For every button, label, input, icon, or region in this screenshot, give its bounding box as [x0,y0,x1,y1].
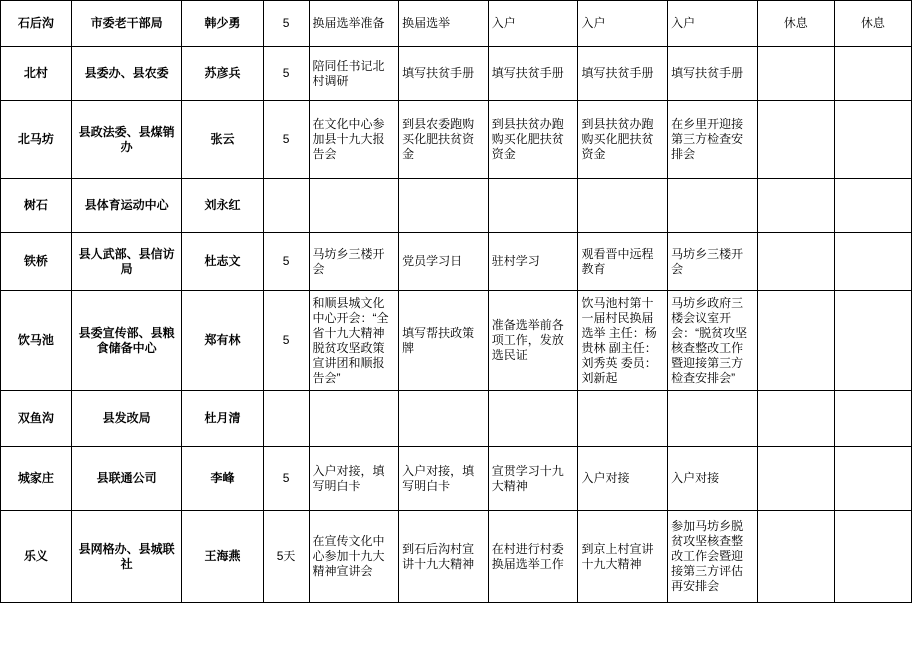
cell-blank-2 [834,47,911,101]
cell-person: 李峰 [182,447,263,511]
cell-task-4: 入户对接 [578,447,668,511]
cell-blank-2 [834,447,911,511]
cell-blank-1 [757,179,834,233]
cell-unit: 市委老干部局 [71,1,181,47]
cell-unit: 县发改局 [71,391,181,447]
cell-days: 5天 [263,511,309,603]
cell-blank-2 [834,179,911,233]
cell-blank-2 [834,291,911,391]
cell-village: 石后沟 [1,1,72,47]
cell-person: 杜月清 [182,391,263,447]
cell-blank-2: 休息 [834,1,911,47]
cell-task-4 [578,179,668,233]
table-row [1,179,912,233]
cell-days: 5 [263,1,309,47]
cell-task-2: 入户对接，填写明白卡 [399,447,489,511]
cell-task-1: 换届选举准备 [309,1,399,47]
cell-task-2: 换届选举 [399,1,489,47]
cell-task-4: 到京上村宣讲十九大精神 [578,511,668,603]
cell-task-1 [309,179,399,233]
cell-person: 韩少勇 [182,1,263,47]
cell-task-2 [399,391,489,447]
cell-village: 树石 [1,179,72,233]
cell-task-5 [668,179,758,233]
cell-village: 北马坊 [1,101,72,179]
cell-blank-2 [834,391,911,447]
cell-unit: 县委宣传部、县粮食储备中心 [71,291,181,391]
cell-task-4: 饮马池村第十一届村民换届选举 主任：杨贵林 副主任：刘秀英 委员：刘新起 [578,291,668,391]
cell-task-3: 宣贯学习十九大精神 [488,447,578,511]
cell-unit: 县联通公司 [71,447,181,511]
cell-blank-2 [834,101,911,179]
cell-days: 5 [263,233,309,291]
cell-person: 苏彦兵 [182,47,263,101]
cell-task-4: 到县扶贫办跑购买化肥扶贫资金 [578,101,668,179]
cell-days [263,179,309,233]
cell-task-2: 到石后沟村宣讲十九大精神 [399,511,489,603]
cell-blank-1 [757,101,834,179]
cell-task-5: 填写扶贫手册 [668,47,758,101]
cell-blank-1 [757,233,834,291]
cell-blank-1 [757,291,834,391]
cell-task-3: 在村进行村委换届选举工作 [488,511,578,603]
cell-task-1: 在文化中心参加县十九大报告会 [309,101,399,179]
cell-task-1: 和顺县城文化中心开会：“全省十九大精神脱贫攻坚政策宣讲团和顺报告会” [309,291,399,391]
cell-blank-2 [834,511,911,603]
cell-task-1: 陪同任书记北村调研 [309,47,399,101]
cell-task-3 [488,391,578,447]
table-row [1,511,912,603]
cell-task-4: 入户 [578,1,668,47]
cell-days: 5 [263,291,309,391]
cell-task-5: 在乡里开迎接第三方检查安排会 [668,101,758,179]
cell-unit: 县政法委、县煤销办 [71,101,181,179]
table-row [1,291,912,391]
cell-unit: 县网格办、县城联社 [71,511,181,603]
cell-task-1: 在宣传文化中心参加十九大精神宣讲会 [309,511,399,603]
cell-task-5: 入户 [668,1,758,47]
cell-task-3: 驻村学习 [488,233,578,291]
cell-task-2: 填写扶贫手册 [399,47,489,101]
schedule-table-body [1,1,912,603]
cell-task-4: 观看晋中远程教育 [578,233,668,291]
cell-task-2 [399,179,489,233]
table-row [1,1,912,47]
cell-blank-1 [757,47,834,101]
cell-village: 城家庄 [1,447,72,511]
cell-unit: 县人武部、县信访局 [71,233,181,291]
cell-village: 乐义 [1,511,72,603]
cell-village: 北村 [1,47,72,101]
cell-task-5: 入户对接 [668,447,758,511]
cell-person: 郑有林 [182,291,263,391]
cell-task-1: 马坊乡三楼开会 [309,233,399,291]
table-row [1,233,912,291]
cell-task-2: 党员学习日 [399,233,489,291]
cell-blank-1 [757,391,834,447]
cell-task-4 [578,391,668,447]
cell-person: 刘永红 [182,179,263,233]
cell-unit: 县体育运动中心 [71,179,181,233]
cell-task-2: 到县农委跑购买化肥扶贫资金 [399,101,489,179]
cell-person: 张云 [182,101,263,179]
cell-village: 双鱼沟 [1,391,72,447]
cell-days: 5 [263,47,309,101]
cell-blank-1: 休息 [757,1,834,47]
cell-unit: 县委办、县农委 [71,47,181,101]
cell-village: 铁桥 [1,233,72,291]
cell-task-1: 入户对接，填写明白卡 [309,447,399,511]
cell-task-3: 填写扶贫手册 [488,47,578,101]
cell-days: 5 [263,101,309,179]
cell-person: 杜志文 [182,233,263,291]
cell-task-5 [668,391,758,447]
cell-task-2: 填写帮扶政策牌 [399,291,489,391]
cell-task-4: 填写扶贫手册 [578,47,668,101]
cell-days: 5 [263,447,309,511]
table-row [1,391,912,447]
cell-task-1 [309,391,399,447]
cell-task-5: 马坊乡三楼开会 [668,233,758,291]
cell-task-3: 入户 [488,1,578,47]
cell-task-5: 参加马坊乡脱贫攻坚核查整改工作会暨迎接第三方评估再安排会 [668,511,758,603]
cell-task-5: 马坊乡政府三楼会议室开会：“脱贫攻坚核查整改工作暨迎接第三方检查安排会” [668,291,758,391]
cell-days [263,391,309,447]
table-row [1,47,912,101]
cell-task-3 [488,179,578,233]
cell-village: 饮马池 [1,291,72,391]
cell-blank-2 [834,233,911,291]
cell-blank-1 [757,447,834,511]
table-row [1,447,912,511]
cell-task-3: 准备选举前各项工作，发放选民证 [488,291,578,391]
cell-person: 王海燕 [182,511,263,603]
cell-task-3: 到县扶贫办跑购买化肥扶贫资金 [488,101,578,179]
cell-blank-1 [757,511,834,603]
table-row [1,101,912,179]
